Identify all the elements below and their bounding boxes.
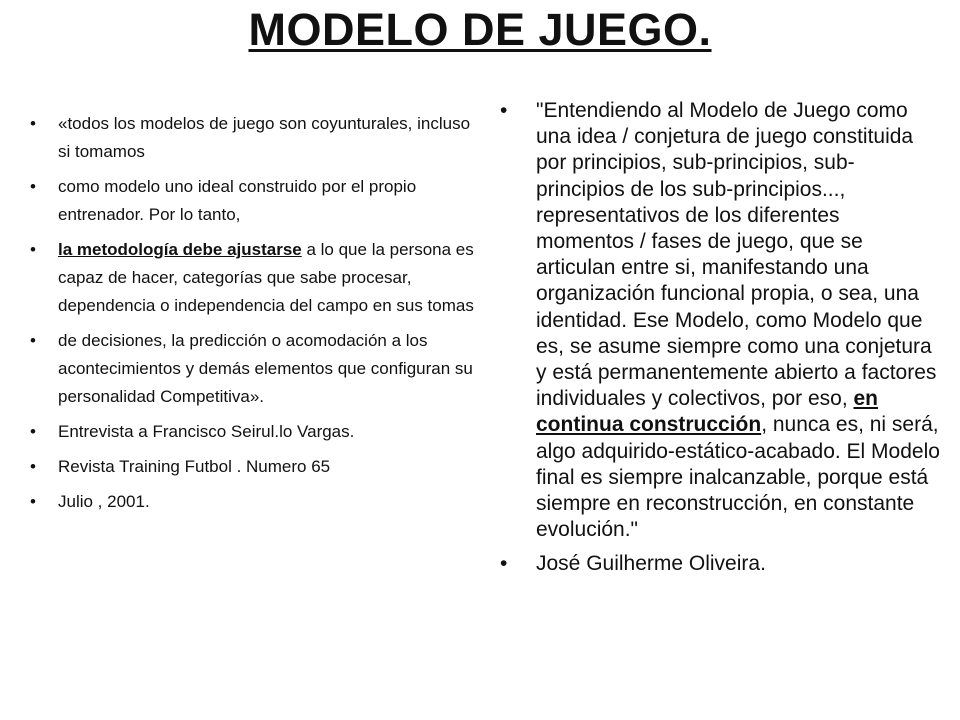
underlined-phrase: en continua construcción bbox=[536, 387, 879, 437]
list-item bbox=[30, 488, 480, 516]
list-item-text: «todos los modelos de juego son coyunturales, incluso si tomamos bbox=[58, 114, 471, 161]
quote-text-after: , nunca es, ni será, algo adquirido-estático-acabado. El Modelo final es siempre inalcanzable, porque está siempre en reconstrucción, en constante evolución." bbox=[536, 413, 940, 542]
right-bullet-list bbox=[500, 98, 940, 586]
author-name: José Guilherme Oliveira. bbox=[536, 552, 766, 576]
left-bullet-list bbox=[30, 110, 480, 523]
list-item bbox=[30, 236, 480, 320]
page-title: MODELO DE JUEGO. bbox=[248, 4, 712, 55]
list-item bbox=[30, 110, 480, 166]
list-item bbox=[30, 327, 480, 411]
list-item-text: Entrevista a Francisco Seirul.lo Vargas. bbox=[58, 422, 355, 441]
quote-author bbox=[500, 551, 940, 577]
list-item bbox=[30, 453, 480, 481]
list-item-text: de decisiones, la predicción o acomodación a los acontecimientos y demás elementos que configuran su personalidad Competitiva». bbox=[58, 331, 473, 406]
list-item-text: a lo que la persona es capaz de hacer, categorías que sabe procesar, dependencia o independencia del campo en sus tomas bbox=[58, 240, 474, 315]
list-item-text: como modelo uno ideal construido por el propio entrenador. Por lo tanto, bbox=[58, 177, 417, 224]
list-item-text: Julio , 2001. bbox=[58, 492, 150, 511]
quote-item bbox=[500, 98, 940, 543]
list-item bbox=[30, 173, 480, 229]
underlined-phrase: la metodología debe ajustarse bbox=[58, 240, 302, 259]
list-item bbox=[30, 418, 480, 446]
list-item-text: Revista Training Futbol . Numero 65 bbox=[58, 457, 331, 476]
quote-text-before: "Entendiendo al Modelo de Juego como una idea / conjetura de juego constituida por principios, sub-principios, sub-principios de los sub-principios..., representativos de los diferentes momentos / fases de juego, que se articulan entre si, manifestando una organización funcional propia, o sea, una identidad. Ese Modelo, como Modelo que es, se asume siempre como una conjetura y está permanentemente abierto a factores individuales y colectivos, por eso, bbox=[536, 99, 937, 411]
